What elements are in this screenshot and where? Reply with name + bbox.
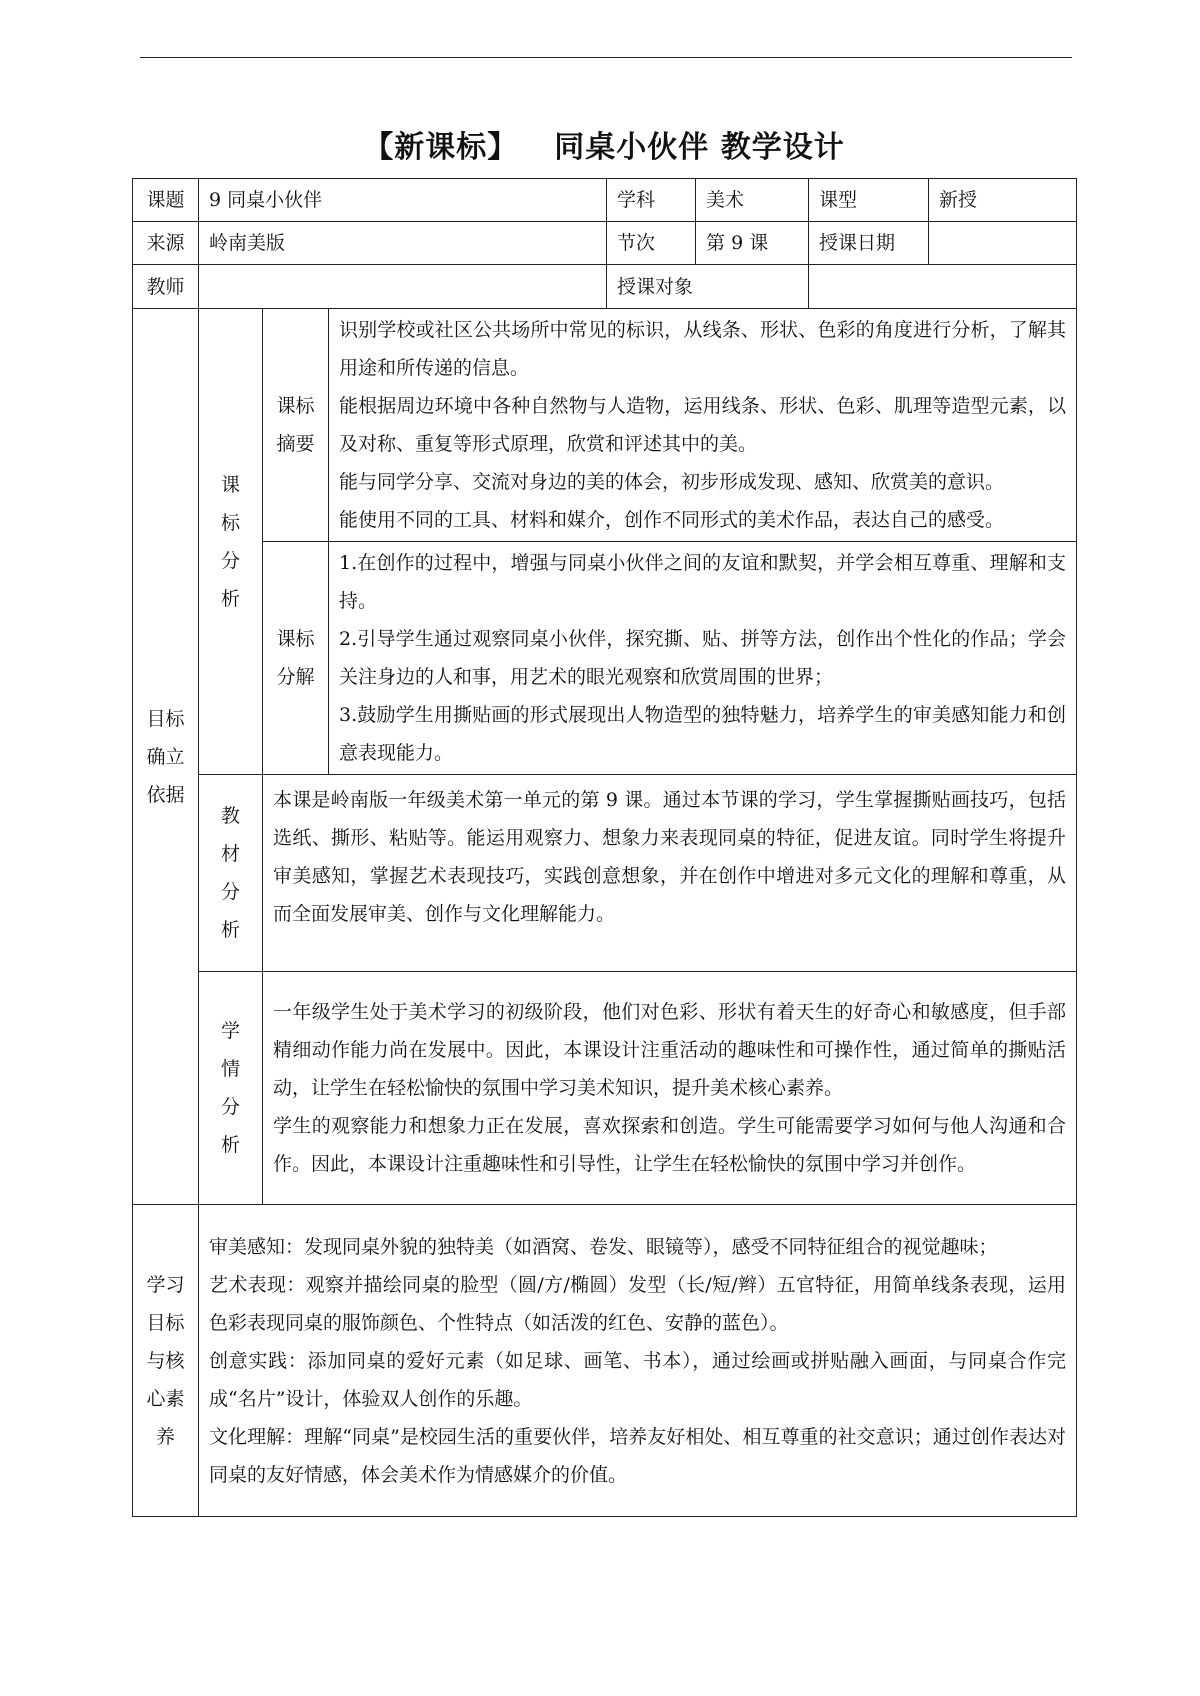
textbook-label-char: 材	[220, 843, 240, 865]
goals-label-line: 养	[155, 1425, 175, 1448]
label-date: 授课日期	[809, 222, 929, 265]
learning-goals-label	[133, 1205, 199, 1517]
title-prefix: 【新课标】	[363, 130, 519, 165]
goal-paragraph: 艺术表现：观察并描绘同桌的脸型（圆/方/椭圆）发型（长/短/辫）五官特征，用简单线条表现，运用色彩表现同桌的服饰颜色、个性特点（如活泼的红色、安静的蓝色）。	[209, 1273, 1067, 1334]
textbook-label-char: 分	[220, 881, 240, 903]
learner-label-char: 学	[220, 1020, 240, 1042]
goal-paragraph: 文化理解：理解“同桌”是校园生活的重要伙伴，培养友好相处、相互尊重的社交意识；通过创作表达对同桌的友好情感，体会美术作为情感媒介的价值。	[209, 1425, 1067, 1486]
standards-analysis-label	[199, 309, 263, 775]
standards-summary-row	[133, 309, 1077, 542]
summary-paragraph: 能与同学分享、交流对身边的美的体会，初步形成发现、感知、欣赏美的意识。	[339, 471, 1005, 493]
learner-analysis-row	[133, 972, 1077, 1205]
info-row-1	[133, 179, 1077, 222]
decompose-label-line: 分解	[276, 666, 315, 688]
basis-label-line: 目标	[146, 707, 185, 730]
goals-label-line: 与核	[146, 1349, 185, 1372]
document-title	[132, 122, 1076, 166]
goals-label-line: 心素	[146, 1387, 185, 1410]
decompose-label-line: 课标	[276, 628, 315, 650]
label-subject: 学科	[607, 179, 696, 222]
lesson-type-value: 新授	[929, 179, 1077, 222]
goals-label-line: 目标	[146, 1311, 185, 1334]
label-teacher: 教师	[133, 265, 199, 309]
goal-paragraph: 审美感知：发现同桌外貌的独特美（如酒窝、卷发、眼镜等），感受不同特征组合的视觉趣味；	[209, 1235, 998, 1258]
summary-paragraph: 能使用不同的工具、材料和媒介，创作不同形式的美术作品，表达自己的感受。	[339, 509, 1005, 531]
label-target: 授课对象	[607, 265, 809, 309]
subject-value: 美术	[696, 179, 809, 222]
textbook-label-char: 析	[220, 919, 240, 941]
learner-label-char: 析	[220, 1134, 240, 1156]
lesson-plan-table	[132, 178, 1077, 1517]
standards-label-char: 析	[220, 587, 240, 610]
learner-paragraph: 学生的观察能力和想象力正在发展，喜欢探索和创造。学生可能需要学习如何与他人沟通和合作。因此，本课设计注重趣味性和引导性，让学生在轻松愉快的氛围中学习并创作。	[273, 1115, 1067, 1175]
info-row-3	[133, 265, 1077, 309]
header-rule	[140, 57, 1072, 58]
textbook-analysis-row	[133, 775, 1077, 972]
basis-label-line: 依据	[146, 783, 185, 806]
topic-value: 9 同桌小伙伴	[199, 179, 607, 222]
summary-label-line: 摘要	[276, 433, 315, 455]
session-value: 第 9 课	[696, 222, 809, 265]
decompose-paragraph: 3.鼓励学生用撕贴画的形式展现出人物造型的独特魅力，培养学生的审美感知能力和创意表现能力。	[339, 704, 1067, 764]
decompose-paragraph: 2.引导学生通过观察同桌小伙伴，探究撕、贴、拼等方法，创作出个性化的作品；学会关注身边的人和事，用艺术的眼光观察和欣赏周围的世界；	[339, 628, 1067, 688]
goals-label-line: 学习	[146, 1273, 185, 1296]
standards-label-char: 标	[220, 511, 240, 534]
textbook-analysis-label	[199, 775, 263, 972]
label-session: 节次	[607, 222, 696, 265]
standards-decompose-row	[133, 542, 1077, 775]
teacher-value	[199, 265, 607, 309]
summary-label-line: 课标	[276, 395, 315, 417]
learner-label-char: 分	[220, 1096, 240, 1118]
summary-content	[329, 309, 1077, 542]
goal-paragraph: 创意实践：添加同桌的爱好元素（如足球、画笔、书本），通过绘画或拼贴融入画面，与同桌合作完成“名片”设计，体验双人创作的乐趣。	[209, 1349, 1067, 1410]
learner-analysis-label	[199, 972, 263, 1205]
learner-paragraph: 一年级学生处于美术学习的初级阶段，他们对色彩、形状有着天生的好奇心和敏感度，但手部精细动作能力尚在发展中。因此，本课设计注重活动的趣味性和可操作性，通过简单的撕贴活动，让学生在轻松愉快的氛围中学习美术知识，提升美术核心素养。	[273, 1001, 1067, 1099]
textbook-paragraph: 本课是岭南版一年级美术第一单元的第 9 课。通过本节课的学习，学生掌握撕贴画技巧，包括选纸、撕形、粘贴等。能运用观察力、想象力来表现同桌的特征，促进友谊。同时学生将提升审美感知，掌握艺术表现技巧，实践创意想象，并在创作中增进对多元文化的理解和尊重，从而全面发展审美、创作与文化理解能力。	[273, 789, 1067, 925]
info-row-2	[133, 222, 1077, 265]
basis-label	[133, 309, 199, 1205]
learner-label-char: 情	[220, 1058, 240, 1080]
textbook-analysis-content	[263, 775, 1077, 972]
standards-label-char: 课	[220, 473, 240, 496]
learning-goals-row	[133, 1205, 1077, 1517]
decompose-content	[329, 542, 1077, 775]
date-value	[929, 222, 1077, 265]
title-main: 同桌小伙伴 教学设计	[554, 130, 845, 165]
summary-paragraph: 识别学校或社区公共场所中常见的标识，从线条、形状、色彩的角度进行分析，了解其用途和所传递的信息。	[339, 319, 1067, 379]
standards-label-char: 分	[220, 549, 240, 572]
target-value	[809, 265, 1077, 309]
learner-analysis-content	[263, 972, 1077, 1205]
source-value: 岭南美版	[199, 222, 607, 265]
summary-label	[263, 309, 329, 542]
decompose-label	[263, 542, 329, 775]
summary-paragraph: 能根据周边环境中各种自然物与人造物，运用线条、形状、色彩、肌理等造型元素，以及对称、重复等形式原理，欣赏和评述其中的美。	[339, 395, 1067, 455]
label-topic: 课题	[133, 179, 199, 222]
decompose-paragraph: 1.在创作的过程中，增强与同桌小伙伴之间的友谊和默契，并学会相互尊重、理解和支持。	[339, 552, 1067, 612]
learning-goals-content	[199, 1205, 1077, 1517]
textbook-label-char: 教	[220, 805, 240, 827]
basis-label-line: 确立	[146, 745, 185, 768]
label-lesson-type: 课型	[809, 179, 929, 222]
label-source: 来源	[133, 222, 199, 265]
